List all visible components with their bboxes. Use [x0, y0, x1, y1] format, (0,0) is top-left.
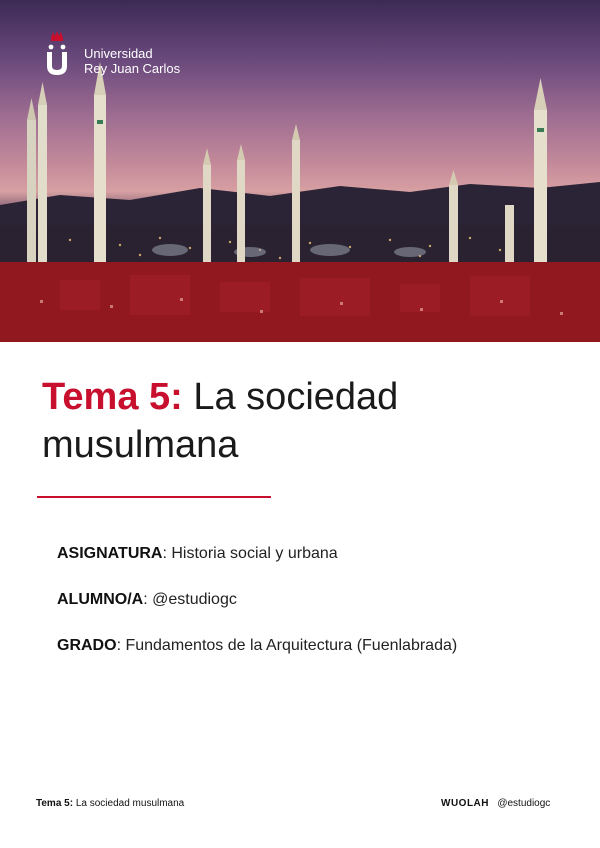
subject-value: Historia social y urbana	[171, 545, 338, 562]
university-logo[interactable]	[44, 30, 180, 76]
document-title	[42, 373, 562, 469]
logo-line-1: Universidad	[84, 46, 153, 61]
degree-line: GRADO: Fundamentos de la Arquitectura (Fuenlabrada)	[57, 637, 458, 654]
cover-image	[0, 0, 600, 342]
subject-label: ASIGNATURA	[57, 545, 163, 562]
subject-line: ASIGNATURA: Historia social y urbana	[57, 545, 338, 562]
footer-title-prefix: Tema 5:	[36, 798, 74, 809]
crown-u-icon	[44, 30, 70, 76]
title-text: La sociedad musulmana	[42, 376, 399, 466]
footer-brand[interactable]: WUOLAH	[441, 798, 489, 809]
student-line: ALUMNO/A: @estudiogc	[57, 591, 237, 608]
title-prefix: Tema 5:	[42, 376, 183, 418]
footer-title-text: La sociedad musulmana	[73, 798, 185, 809]
degree-label: GRADO	[57, 637, 117, 654]
student-label: ALUMNO/A	[57, 591, 144, 608]
title-divider	[37, 496, 271, 498]
degree-value: Fundamentos de la Arquitectura (Fuenlabrada)	[125, 637, 458, 654]
footer-title	[36, 798, 184, 809]
footer-handle[interactable]: @estudiogc	[497, 798, 551, 809]
student-value: @estudiogc	[152, 591, 237, 608]
logo-line-2: Rey Juan Carlos	[84, 61, 181, 76]
footer-brand-block	[441, 798, 550, 809]
